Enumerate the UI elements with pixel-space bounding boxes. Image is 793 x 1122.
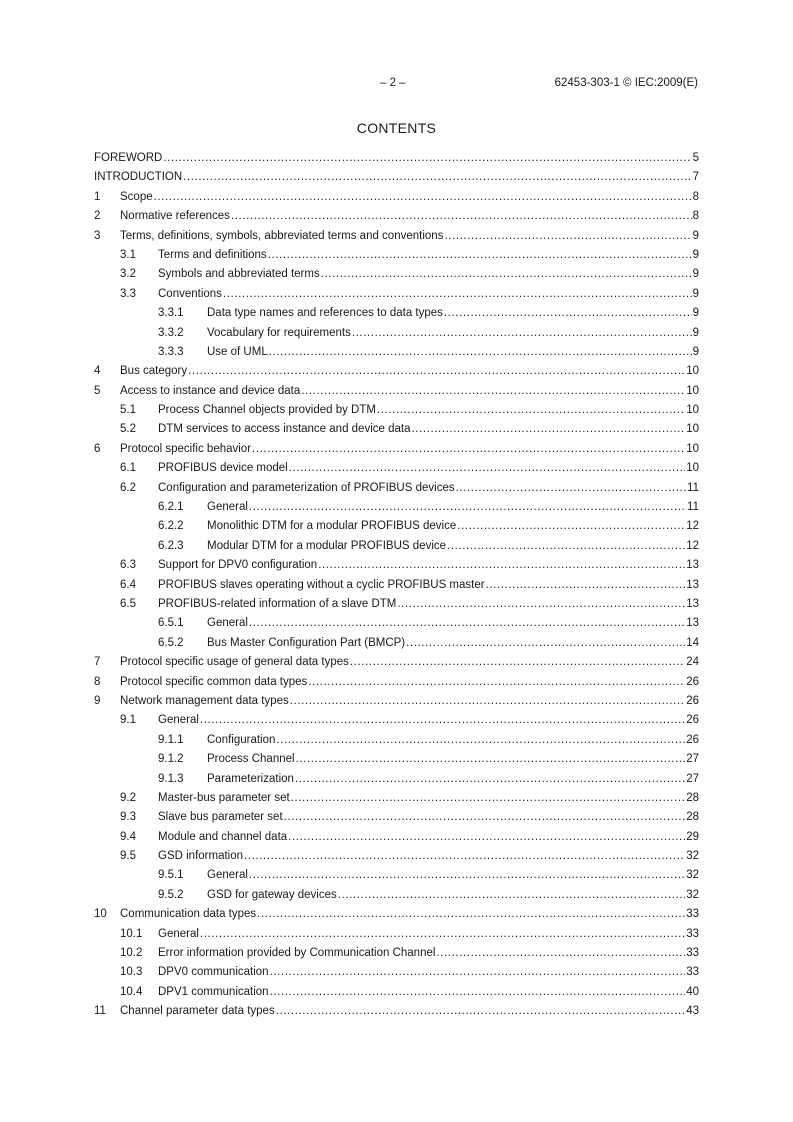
toc-entry-title: General bbox=[207, 617, 248, 630]
toc-entry-page: 26 bbox=[686, 733, 699, 746]
toc-entry-number: 5.2 bbox=[120, 423, 136, 436]
toc-entry-page: 26 bbox=[686, 694, 699, 707]
toc-entry-title: Bus category bbox=[120, 365, 188, 378]
toc-entry[interactable] bbox=[94, 149, 699, 168]
toc-entry-title: Master-bus parameter set bbox=[158, 791, 290, 804]
toc-entry-number: 9.1.2 bbox=[158, 753, 184, 766]
toc-entry-page: 28 bbox=[686, 791, 699, 804]
toc-entry-number: 10 bbox=[94, 908, 107, 921]
toc-entry[interactable] bbox=[94, 944, 699, 963]
toc-entry[interactable] bbox=[94, 556, 699, 575]
toc-entry-title: Terms and definitions bbox=[158, 248, 267, 261]
toc-entry[interactable] bbox=[94, 498, 699, 517]
toc-dot-leader bbox=[252, 440, 685, 459]
toc-dot-leader bbox=[436, 944, 685, 963]
toc-entry-title: Modular DTM for a modular PROFIBUS device bbox=[207, 539, 447, 552]
toc-entry-number: 3.3.3 bbox=[158, 345, 184, 358]
toc-entry[interactable] bbox=[94, 207, 699, 226]
toc-dot-leader bbox=[447, 537, 685, 556]
toc-dot-leader bbox=[486, 576, 686, 595]
toc-entry-title: Support for DPV0 configuration bbox=[158, 559, 318, 572]
toc-entry-title: DPV1 communication bbox=[158, 985, 269, 998]
toc-entry-number: 6.3 bbox=[120, 559, 136, 572]
toc-dot-leader bbox=[296, 750, 686, 769]
toc-entry-title: GSD for gateway devices bbox=[207, 888, 337, 901]
toc-dot-leader bbox=[200, 711, 685, 730]
toc-entry[interactable] bbox=[94, 886, 699, 905]
toc-dot-leader bbox=[406, 634, 685, 653]
toc-dot-leader bbox=[244, 847, 685, 866]
toc-dot-leader bbox=[291, 789, 686, 808]
toc-dot-leader bbox=[249, 866, 685, 885]
toc-dot-leader bbox=[289, 459, 685, 478]
toc-entry-title: PROFIBUS-related information of a slave DTM bbox=[158, 597, 397, 610]
toc-dot-leader bbox=[270, 983, 686, 1002]
toc-entry-number: 6.1 bbox=[120, 462, 136, 475]
toc-dot-leader bbox=[249, 498, 686, 517]
toc-entry-title: Process Channel bbox=[207, 753, 295, 766]
toc-entry[interactable] bbox=[94, 362, 699, 381]
toc-entry-title: PROFIBUS device model bbox=[158, 462, 288, 475]
toc-dot-leader bbox=[268, 246, 692, 265]
toc-entry-page: 24 bbox=[686, 656, 699, 669]
toc-entry-page: 33 bbox=[686, 966, 699, 979]
toc-entry-number: 11 bbox=[94, 1005, 106, 1018]
toc-dot-leader bbox=[444, 227, 691, 246]
toc-entry-page: 43 bbox=[686, 1005, 699, 1018]
toc-entry[interactable] bbox=[94, 808, 699, 827]
toc-entry[interactable] bbox=[94, 595, 699, 614]
toc-entry-page: 29 bbox=[686, 830, 699, 843]
toc-entry-number: 3.3 bbox=[120, 287, 136, 300]
toc-entry[interactable] bbox=[94, 828, 699, 847]
toc-dot-leader bbox=[288, 828, 685, 847]
toc-dot-leader bbox=[377, 401, 685, 420]
toc-entry[interactable] bbox=[94, 401, 699, 420]
toc-entry-title: General bbox=[207, 869, 248, 882]
toc-entry-number: 3.2 bbox=[120, 268, 136, 281]
toc-dot-leader bbox=[200, 925, 685, 944]
toc-entry-page: 10 bbox=[686, 404, 699, 417]
toc-entry-number: 9.3 bbox=[120, 811, 136, 824]
toc-entry-page: 14 bbox=[686, 636, 699, 649]
toc-entry-page: 8 bbox=[692, 190, 699, 203]
toc-entry[interactable] bbox=[94, 692, 699, 711]
toc-entry-title: Parameterization bbox=[207, 772, 294, 785]
toc-entry-title: Network management data types bbox=[120, 694, 289, 707]
toc-entry-title: Process Channel objects provided by DTM bbox=[158, 404, 376, 417]
toc-entry-number: 10.4 bbox=[120, 985, 143, 998]
toc-entry-page: 26 bbox=[686, 714, 699, 727]
toc-entry[interactable] bbox=[94, 634, 699, 653]
toc-dot-leader bbox=[301, 382, 685, 401]
toc-entry[interactable] bbox=[94, 343, 699, 362]
toc-entry[interactable] bbox=[94, 479, 699, 498]
toc-entry-title: Protocol specific usage of general data types bbox=[120, 656, 349, 669]
toc-entry[interactable] bbox=[94, 711, 699, 730]
toc-entry-title: Channel parameter data types bbox=[120, 1005, 275, 1018]
toc-entry[interactable] bbox=[94, 420, 699, 439]
toc-entry-title: Access to instance and device data bbox=[120, 384, 301, 397]
toc-entry[interactable] bbox=[94, 789, 699, 808]
toc-dot-leader bbox=[321, 265, 692, 284]
toc-dot-leader bbox=[183, 168, 691, 187]
toc-entry-number: 6.5 bbox=[120, 597, 136, 610]
toc-entry[interactable] bbox=[94, 1002, 699, 1021]
toc-dot-leader bbox=[249, 614, 685, 633]
toc-entry-page: 13 bbox=[686, 597, 699, 610]
toc-entry-page: 10 bbox=[686, 365, 699, 378]
toc-entry-title: Normative references bbox=[120, 210, 230, 223]
toc-dot-leader bbox=[350, 653, 685, 672]
toc-entry-number: 3 bbox=[94, 229, 101, 242]
toc-entry-number: 6 bbox=[94, 442, 101, 455]
toc-dot-leader bbox=[257, 905, 685, 924]
toc-entry-title: PROFIBUS slaves operating without a cyclic PROFIBUS master bbox=[158, 578, 485, 591]
toc-entry[interactable] bbox=[94, 304, 699, 323]
toc-entry-title: Error information provided by Communication Channel bbox=[158, 947, 436, 960]
toc-entry[interactable] bbox=[94, 265, 699, 284]
toc-entry[interactable] bbox=[94, 576, 699, 595]
toc-entry-title: Symbols and abbreviated terms bbox=[158, 268, 320, 281]
toc-entry-page: 10 bbox=[686, 462, 699, 475]
toc-dot-leader bbox=[276, 731, 685, 750]
toc-entry-page: 7 bbox=[692, 171, 699, 184]
toc-entry-number: 3.3.1 bbox=[158, 307, 184, 320]
toc-entry-number: 9.1 bbox=[120, 714, 136, 727]
toc-dot-leader bbox=[318, 556, 685, 575]
toc-entry-number: 9.2 bbox=[120, 791, 136, 804]
toc-entry-number: 3.3.2 bbox=[158, 326, 184, 339]
toc-entry-title: DTM services to access instance and device data bbox=[158, 423, 411, 436]
toc-entry-title: Configuration bbox=[207, 733, 276, 746]
toc-entry-title: Protocol specific common data types bbox=[120, 675, 308, 688]
toc-entry-page: 33 bbox=[686, 947, 699, 960]
toc-entry-title: General bbox=[158, 714, 199, 727]
toc-entry-title: Conventions bbox=[158, 287, 222, 300]
toc-entry-page: 32 bbox=[686, 850, 699, 863]
toc-dot-leader bbox=[457, 517, 685, 536]
toc-dot-leader bbox=[154, 188, 692, 207]
toc-entry-number: 9.5 bbox=[120, 850, 136, 863]
toc-entry-page: 27 bbox=[686, 772, 699, 785]
toc-dot-leader bbox=[290, 692, 685, 711]
toc-entry[interactable] bbox=[94, 847, 699, 866]
toc-entry[interactable] bbox=[94, 227, 699, 246]
toc-entry[interactable] bbox=[94, 653, 699, 672]
toc-dot-leader bbox=[188, 362, 685, 381]
toc-entry-title: Data type names and references to data types bbox=[207, 307, 443, 320]
toc-entry-page: 12 bbox=[686, 539, 699, 552]
toc-dot-leader bbox=[308, 673, 685, 692]
toc-entry-title: Configuration and parameterization of PROFIBUS devices bbox=[158, 481, 455, 494]
toc-entry-number: 6.2.1 bbox=[158, 501, 184, 514]
toc-entry-page: 12 bbox=[686, 520, 699, 533]
toc-entry-title: Protocol specific behavior bbox=[120, 442, 252, 455]
toc-entry-number: 6.2.3 bbox=[158, 539, 184, 552]
toc-entry[interactable] bbox=[94, 382, 699, 401]
page-number: – 2 – bbox=[380, 77, 406, 89]
toc-entry-title: Use of UML bbox=[207, 345, 268, 358]
toc-entry-title: Scope bbox=[120, 190, 153, 203]
toc-entry-page: 9 bbox=[692, 326, 699, 339]
toc-entry-page: 10 bbox=[686, 442, 699, 455]
toc-dot-leader bbox=[411, 420, 685, 439]
toc-dot-leader bbox=[223, 285, 692, 304]
toc-entry-page: 9 bbox=[692, 268, 699, 281]
toc-entry-number: 6.2.2 bbox=[158, 520, 184, 533]
toc-entry-title: Monolithic DTM for a modular PROFIBUS device bbox=[207, 520, 457, 533]
toc-entry-number: 8 bbox=[94, 675, 101, 688]
toc-entry[interactable] bbox=[94, 614, 699, 633]
toc-entry[interactable] bbox=[94, 905, 699, 924]
toc-entry[interactable] bbox=[94, 731, 699, 750]
toc-entry-title: FOREWORD bbox=[94, 152, 163, 164]
toc-entry-number: 5.1 bbox=[120, 404, 136, 417]
toc-entry[interactable] bbox=[94, 537, 699, 556]
toc-entry-number: 9.1.3 bbox=[158, 772, 184, 785]
toc-entry-number: 5 bbox=[94, 384, 101, 397]
toc-entry-page: 32 bbox=[686, 888, 699, 901]
toc-entry-number: 7 bbox=[94, 656, 101, 669]
toc-entry-number: 6.5.1 bbox=[158, 617, 184, 630]
toc-entry-number: 10.3 bbox=[120, 966, 143, 979]
toc-entry-page: 13 bbox=[686, 559, 699, 572]
toc-dot-leader bbox=[352, 324, 692, 343]
toc-entry[interactable] bbox=[94, 925, 699, 944]
toc-entry-number: 4 bbox=[94, 365, 101, 378]
toc-entry-number: 9.4 bbox=[120, 830, 136, 843]
toc-entry-page: 26 bbox=[686, 675, 699, 688]
toc-entry[interactable] bbox=[94, 866, 699, 885]
toc-entry-page: 10 bbox=[686, 423, 699, 436]
toc-dot-leader bbox=[284, 808, 686, 827]
toc-entry-title: Slave bus parameter set bbox=[158, 811, 283, 824]
table-of-contents bbox=[94, 149, 699, 1022]
toc-entry-page: 11 bbox=[687, 481, 699, 494]
toc-entry[interactable] bbox=[94, 440, 699, 459]
toc-entry-page: 33 bbox=[686, 927, 699, 940]
toc-entry-number: 10.2 bbox=[120, 947, 143, 960]
toc-dot-leader bbox=[269, 343, 692, 362]
toc-entry-page: 28 bbox=[686, 811, 699, 824]
toc-entry-number: 3.1 bbox=[120, 248, 136, 261]
toc-entry[interactable] bbox=[94, 770, 699, 789]
toc-dot-leader bbox=[456, 479, 686, 498]
document-reference: 62453-303-1 © IEC:2009(E) bbox=[554, 77, 698, 89]
toc-entry[interactable] bbox=[94, 459, 699, 478]
toc-entry-page: 10 bbox=[686, 384, 699, 397]
toc-entry-title: DPV0 communication bbox=[158, 966, 269, 979]
toc-entry-page: 9 bbox=[692, 345, 699, 358]
toc-entry-page: 9 bbox=[692, 287, 699, 300]
toc-entry-page: 9 bbox=[692, 307, 699, 320]
toc-entry-number: 9.1.1 bbox=[158, 733, 184, 746]
toc-entry-title: General bbox=[158, 927, 199, 940]
toc-dot-leader bbox=[295, 770, 685, 789]
toc-dot-leader bbox=[444, 304, 692, 323]
toc-entry-title: Vocabulary for requirements bbox=[207, 326, 351, 339]
toc-entry-page: 13 bbox=[686, 578, 699, 591]
toc-entry-number: 1 bbox=[94, 190, 101, 203]
toc-entry-number: 9.5.1 bbox=[158, 869, 184, 882]
toc-entry[interactable] bbox=[94, 963, 699, 982]
toc-entry-page: 11 bbox=[687, 501, 699, 514]
toc-dot-leader bbox=[163, 149, 691, 168]
toc-entry-title: INTRODUCTION bbox=[94, 171, 183, 184]
toc-entry[interactable] bbox=[94, 983, 699, 1002]
toc-entry-page: 5 bbox=[692, 152, 699, 164]
toc-entry-page: 9 bbox=[692, 229, 699, 242]
toc-entry-number: 9.5.2 bbox=[158, 888, 184, 901]
toc-entry[interactable] bbox=[94, 673, 699, 692]
toc-entry-number: 6.4 bbox=[120, 578, 136, 591]
toc-entry-page: 13 bbox=[686, 617, 699, 630]
toc-dot-leader bbox=[397, 595, 685, 614]
toc-dot-leader bbox=[270, 963, 686, 982]
toc-entry-page: 40 bbox=[686, 985, 699, 998]
toc-entry-title: Bus Master Configuration Part (BMCP) bbox=[207, 636, 406, 649]
toc-entry-page: 9 bbox=[692, 248, 699, 261]
toc-entry-number: 9 bbox=[94, 694, 101, 707]
toc-entry[interactable] bbox=[94, 188, 699, 207]
toc-dot-leader bbox=[231, 207, 692, 226]
toc-entry-page: 27 bbox=[686, 753, 699, 766]
toc-entry-number: 6.5.2 bbox=[158, 636, 184, 649]
toc-entry[interactable] bbox=[94, 168, 699, 187]
toc-entry-number: 6.2 bbox=[120, 481, 136, 494]
toc-entry[interactable] bbox=[94, 517, 699, 536]
toc-entry[interactable] bbox=[94, 324, 699, 343]
toc-entry[interactable] bbox=[94, 285, 699, 304]
toc-dot-leader bbox=[276, 1002, 685, 1021]
toc-entry[interactable] bbox=[94, 246, 699, 265]
toc-entry-number: 10.1 bbox=[120, 927, 143, 940]
toc-entry-title: Module and channel data bbox=[158, 830, 288, 843]
toc-entry-title: GSD information bbox=[158, 850, 244, 863]
toc-entry-page: 33 bbox=[686, 908, 699, 921]
toc-entry-number: 2 bbox=[94, 210, 101, 223]
toc-entry[interactable] bbox=[94, 750, 699, 769]
toc-entry-title: Terms, definitions, symbols, abbreviated terms and conventions bbox=[120, 229, 444, 242]
toc-entry-page: 32 bbox=[686, 869, 699, 882]
toc-entry-title: Communication data types bbox=[120, 908, 257, 921]
toc-entry-page: 8 bbox=[692, 210, 699, 223]
contents-title: CONTENTS bbox=[356, 120, 437, 136]
toc-entry-title: General bbox=[207, 501, 248, 514]
page-header bbox=[0, 77, 793, 95]
toc-dot-leader bbox=[338, 886, 685, 905]
